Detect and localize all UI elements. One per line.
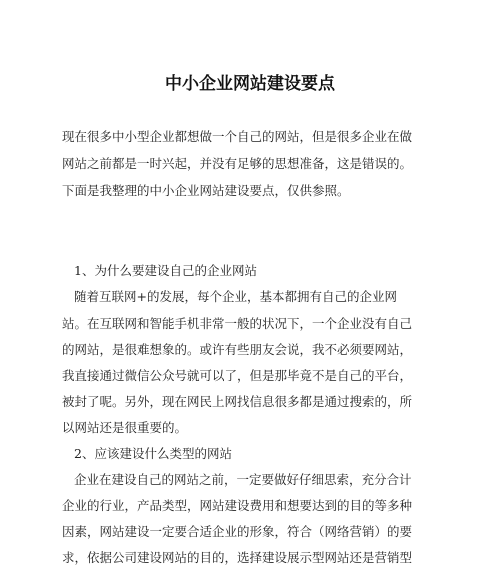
intro-line: 现在很多中小型企业都想做一个自己的网站，但是很多企业在做: [62, 129, 413, 144]
paragraph-line: 以网站还是很重要的。: [62, 420, 188, 435]
paragraph-line: 被封了呢。另外，现在网民上网找信息很多都是通过搜索的，所: [62, 394, 413, 409]
paragraph-line: 因素，网站建设一定要合适企业的形象，符合（网络营销）的要: [62, 524, 413, 539]
paragraph-line: 企业在建设自己的网站之前，一定要做好仔细思索，充分合计: [74, 472, 412, 487]
paragraph-line: 求，依据公司建设网站的目的，选择建设展示型网站还是营销型: [62, 550, 413, 565]
paragraph-line: 我直接通过微信公众号就可以了，但是那毕竟不是自己的平台，: [62, 368, 413, 383]
section-2-heading: 2、应该建设什么类型的网站: [74, 446, 232, 461]
paragraph-line: 随着互联网+的发展，每个企业，基本都拥有自己的企业网: [74, 289, 397, 304]
document-title: 中小企业网站建设要点: [165, 74, 335, 94]
paragraph-line: 的网站，是很难想象的。或许有些朋友会说，我不必须要网站，: [62, 342, 413, 357]
intro-line: 网站之前都是一时兴起，并没有足够的思想准备，这是错误的。: [62, 156, 413, 171]
paragraph-line: 企业的行业，产品类型，网站建设费用和想要达到的目的等多种: [62, 498, 413, 513]
intro-line: 下面是我整理的中小企业网站建设要点，仅供参照。: [62, 183, 350, 198]
section-1-heading: 1、为什么要建设自己的企业网站: [74, 263, 257, 278]
paragraph-line: 站。在互联网和智能手机非常一般的状况下，一个企业没有自己: [62, 316, 413, 331]
